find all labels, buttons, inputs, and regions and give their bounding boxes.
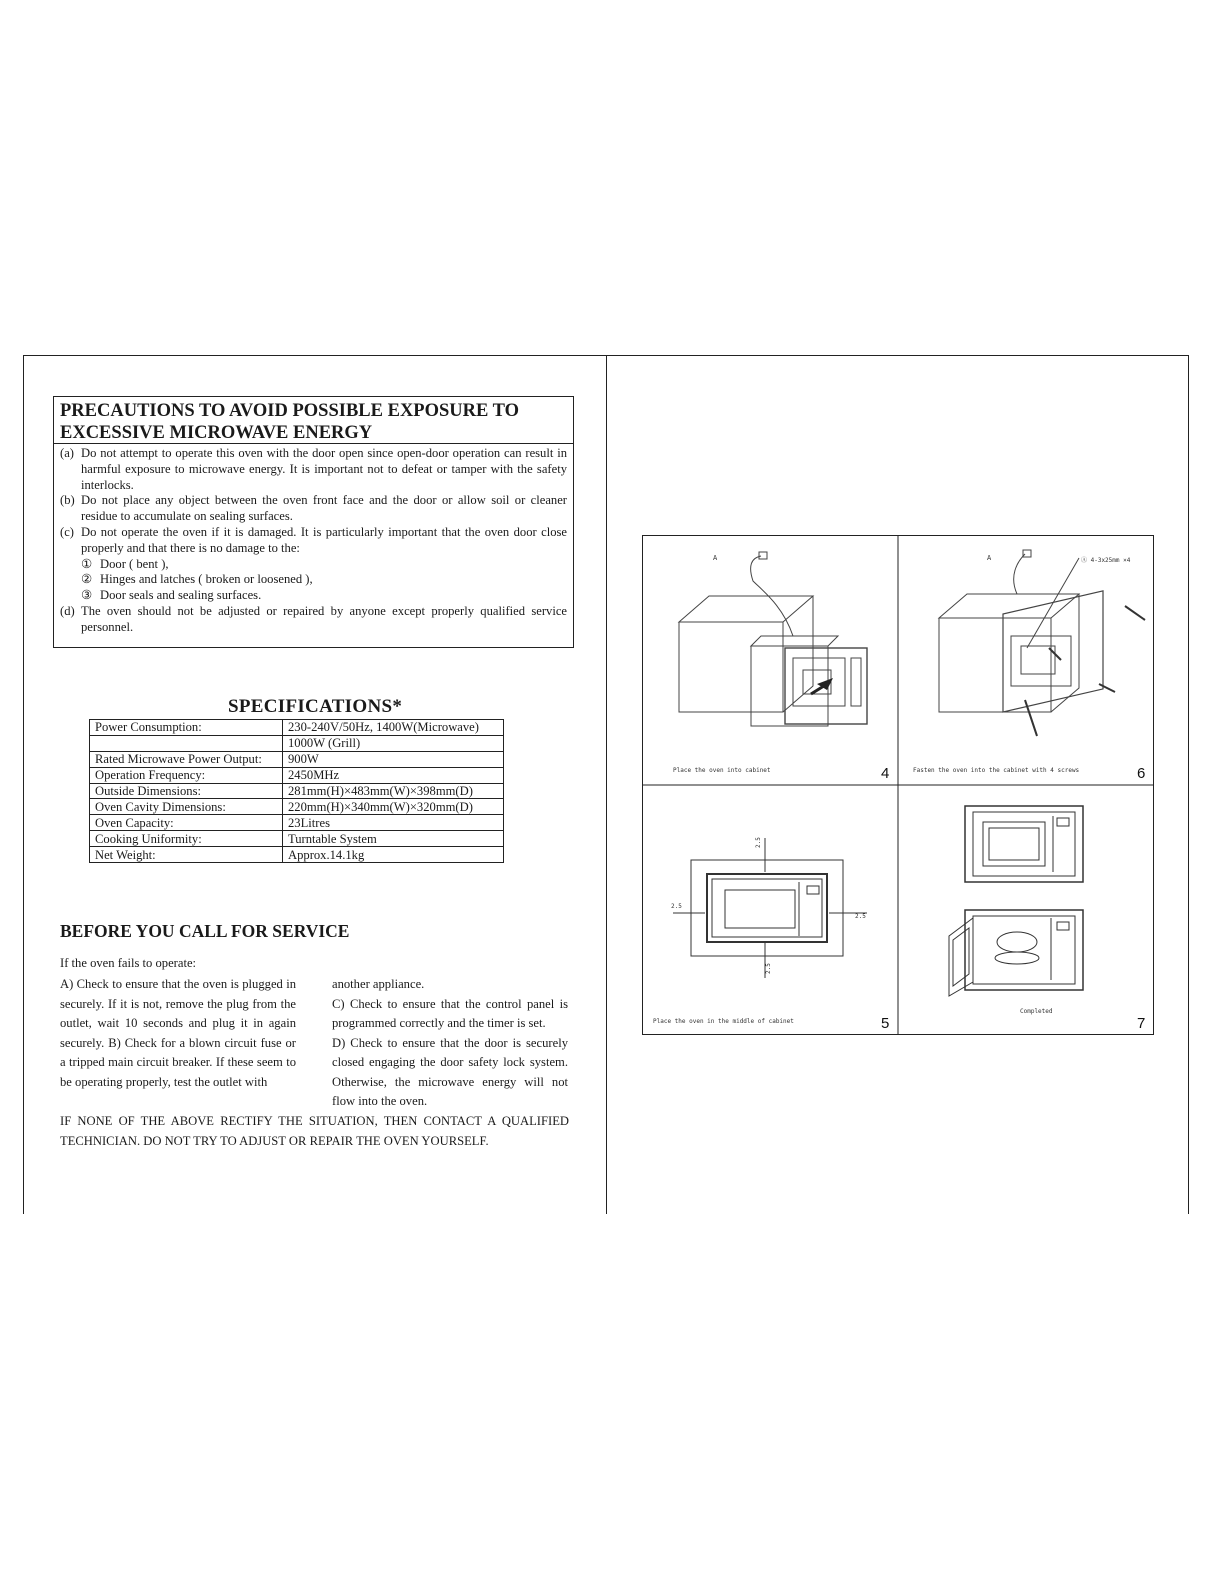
precaution-item: (a) Do not attempt to operate this oven with the door open since open-door operation can result in harmful exposure to microwave energy. It is important not to defeat or tamper with the safety interlocks. [60,446,567,492]
spec-value: Turntable System [283,831,504,847]
service-check-c: C) Check to ensure that the control panel is programmed correctly and the timer is set. [332,996,568,1030]
spec-value: 220mm(H)×340mm(W)×320mm(D) [283,799,504,815]
spec-value: 1000W (Grill) [283,735,504,751]
spec-label: Rated Microwave Power Output: [90,751,283,767]
spec-row [90,815,504,831]
figure-4-drawing [643,536,899,786]
spec-value: 230-240V/50Hz, 1400W(Microwave) [283,720,504,736]
precautions-title: PRECAUTIONS TO AVOID POSSIBLE EXPOSURE TO EXCESSIVE MICROWAVE ENERGY [54,397,573,444]
screw-callout: Ⓐ 4-3x25mm ×4 [1081,557,1131,564]
right-border [1188,356,1189,1214]
dim-top: 2.5 [755,837,762,848]
service-col-left: A) Check to ensure that the oven is plugged in securely. If it is not, remove the plug from the outlet, wait 10 seconds and plug it in again securely. B) Check for a blown circuit fuse or a tripped main circuit breaker. If these seem to be operating properly, test the outlet with [60,977,296,1089]
left-border [23,356,24,1214]
installation-figures [642,535,1154,1035]
spec-label: Outside Dimensions: [90,783,283,799]
precaution-item: (d) The oven should not be adjusted or repaired by anyone except properly qualified service personnel. [60,603,567,634]
spec-row [90,783,504,799]
figure-6 [899,536,1155,786]
manual-spread [23,355,1189,1214]
precaution-subitem: ③ Door seals and sealing surfaces. [81,588,262,603]
figure-6-caption: Fasten the oven into the cabinet with 4 screws [913,767,1080,774]
dim-bottom: 2.5 [765,963,772,974]
service-intro: If the oven fails to operate: [60,956,197,970]
precaution-item: (c) Do not operate the oven if it is damaged. It is particularly important that the oven door close properly and that there is no damage to the: [60,524,567,555]
spec-label: Net Weight: [90,847,283,863]
figure-6-drawing [899,536,1155,786]
plug-label: A [987,554,992,562]
figure-7-caption: Completed [1020,1008,1053,1015]
figure-5 [643,786,899,1036]
service-title: BEFORE YOU CALL FOR SERVICE [60,921,350,941]
figure-4-caption: Place the oven into cabinet [673,767,771,774]
specifications-table [89,719,504,863]
spec-label: Operation Frequency: [90,767,283,783]
spec-label [90,735,283,751]
figure-7-drawing [899,786,1155,1036]
spec-row [90,847,504,863]
figure-5-caption: Place the oven in the middle of cabinet [653,1018,794,1025]
service-check-a-cont: another appliance. [332,977,425,991]
dim-right: 2.5 [855,913,866,920]
spec-value: 23Litres [283,815,504,831]
precautions-box [53,396,574,648]
spec-label: Power Consumption: [90,720,283,736]
figure-7-number: 7 [1137,1015,1146,1032]
spec-value: 2450MHz [283,767,504,783]
figure-6-number: 6 [1137,765,1146,782]
spec-value: 900W [283,751,504,767]
spec-row [90,735,504,751]
spec-value: Approx.14.1kg [283,847,504,863]
spec-label: Oven Capacity: [90,815,283,831]
spec-value: 281mm(H)×483mm(W)×398mm(D) [283,783,504,799]
center-fold [606,356,607,1214]
figure-4 [643,536,899,786]
spec-label: Cooking Uniformity: [90,831,283,847]
spec-row [90,751,504,767]
service-col-right [332,975,568,1112]
plug-label: A [713,554,718,562]
spec-row [90,799,504,815]
precautions-list [54,444,573,636]
spec-row [90,767,504,783]
precaution-subitem: ① Door ( bent ), [81,556,169,571]
spec-row [90,720,504,736]
figure-5-number: 5 [881,1015,890,1032]
figure-5-drawing [643,786,899,1036]
figure-7 [899,786,1155,1036]
service-closing: IF NONE OF THE ABOVE RECTIFY THE SITUATION, THEN CONTACT A QUALIFIED TECHNICIAN. DO NOT TRY TO ADJUST OR REPAIR THE OVEN YOURSELF. [60,1114,569,1148]
spec-label: Oven Cavity Dimensions: [90,799,283,815]
precaution-subitem: ② Hinges and latches ( broken or loosened ), [81,572,313,587]
precaution-item: (b) Do not place any object between the oven front face and the door or allow soil or cleaner residue to accumulate on sealing surfaces. [60,493,567,524]
specifications-title: SPECIFICATIONS* [228,696,403,717]
service-check-d: D) Check to ensure that the door is securely closed engaging the door safety lock system. Otherwise, the microwave energy will not flow into the oven. [332,1035,568,1108]
dim-left: 2.5 [671,903,682,910]
figure-4-number: 4 [881,765,890,782]
spec-row [90,831,504,847]
